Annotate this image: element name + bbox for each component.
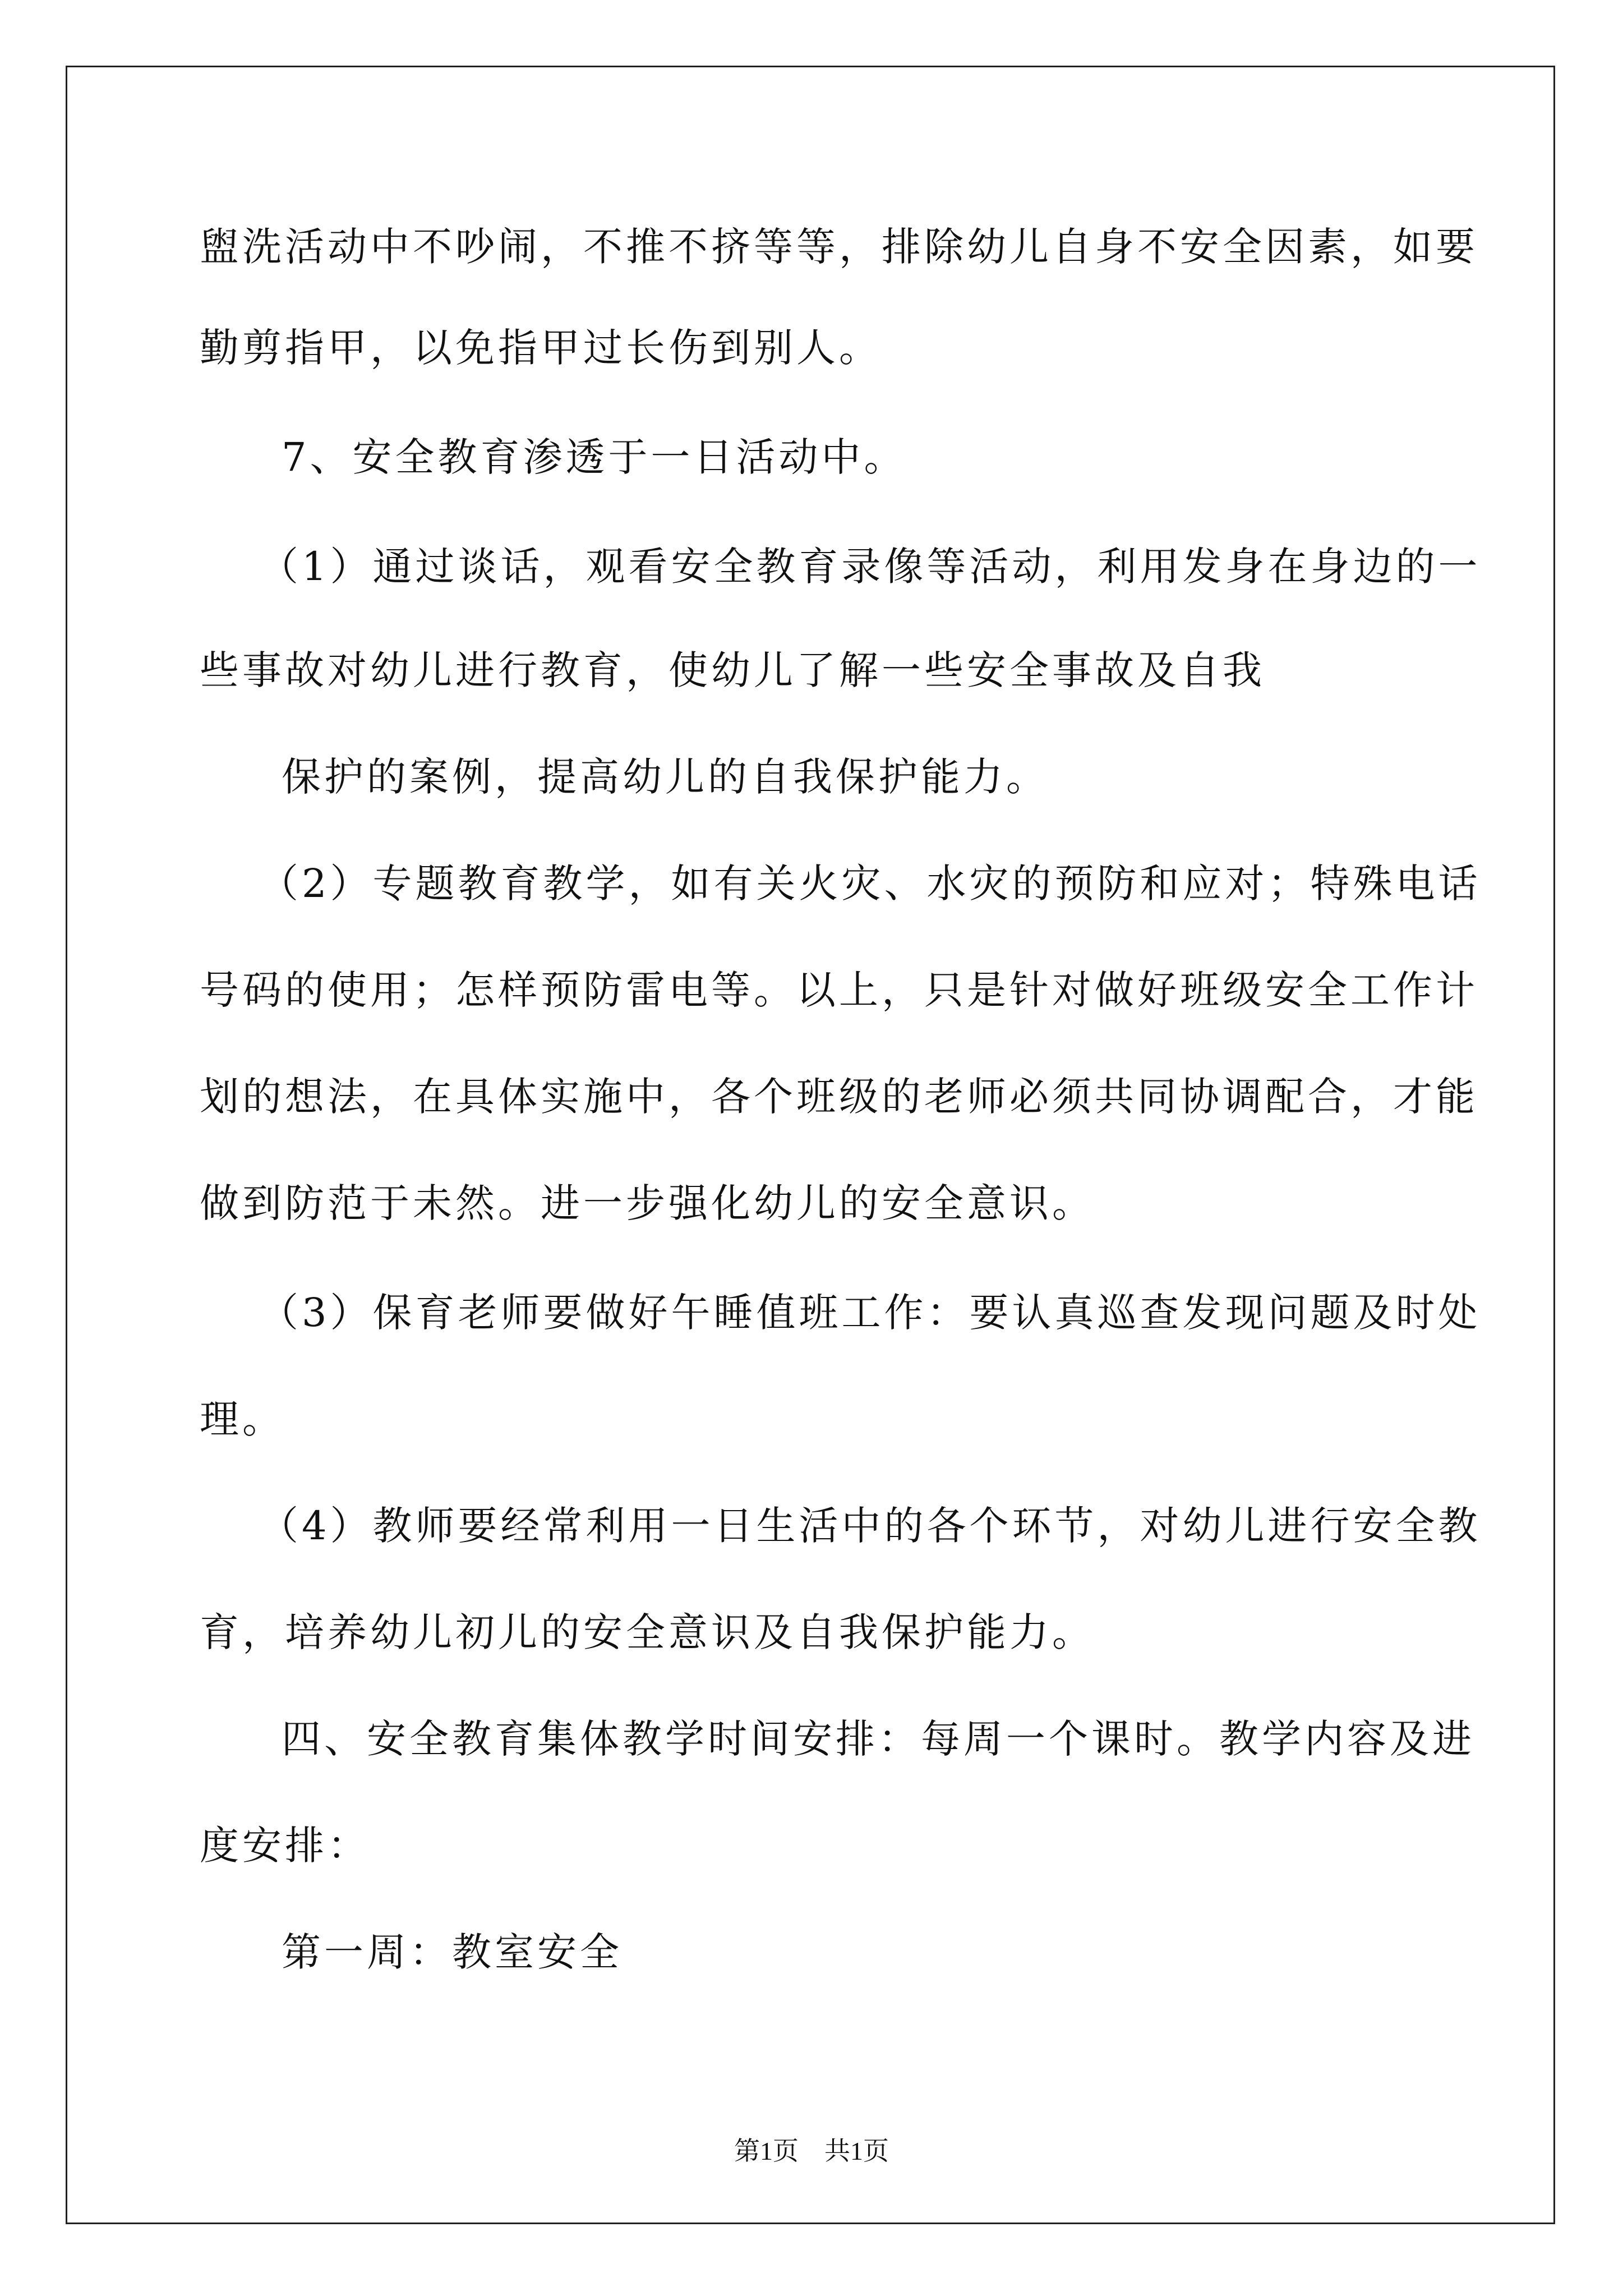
text-line: （1）通过谈话，观看安全教育录像等活动，利用发身在身边的一: [259, 544, 1481, 590]
text-line: 些事故对幼儿进行教育，使幼儿了解一些安全事故及自我: [200, 647, 1265, 693]
text-line: 做到防范于未然。进一步强化幼儿的安全意识。: [200, 1180, 1095, 1226]
text-line: 号码的使用；怎样预防雷电等。以上，只是针对做好班级安全工作计: [200, 967, 1478, 1013]
text-line: 度安排：: [200, 1823, 370, 1869]
text-line: （3）保育老师要做好午睡值班工作：要认真巡查发现问题及时处: [259, 1290, 1481, 1336]
text-line: （4）教师要经常利用一日生活中的各个环节，对幼儿进行安全教: [259, 1503, 1481, 1549]
page-number: 第1页 共1页: [734, 2137, 889, 2165]
text-line: 7、安全教育渗透于一日活动中。: [282, 434, 907, 480]
text-line: 育，培养幼儿初儿的安全意识及自我保护能力。: [200, 1609, 1095, 1655]
text-line: 划的想法，在具体实施中，各个班级的老师必须共同协调配合，才能: [200, 1074, 1478, 1120]
page-frame: [66, 66, 1555, 2224]
text-line: （2）专题教育教学，如有关火灾、水灾的预防和应对；特殊电话: [259, 861, 1481, 907]
text-line: 勤剪指甲，以免指甲过长伤到别人。: [200, 325, 882, 371]
text-line: 保护的案例，提高幼儿的自我保护能力。: [282, 754, 1049, 800]
text-line: 四、安全教育集体教学时间安排：每周一个课时。教学内容及进: [282, 1716, 1475, 1762]
text-line: 盥洗活动中不吵闹，不推不挤等等，排除幼儿自身不安全因素，如要: [200, 224, 1478, 270]
text-line: 第一周：教室安全: [282, 1929, 623, 1975]
text-line: 理。: [200, 1396, 285, 1442]
